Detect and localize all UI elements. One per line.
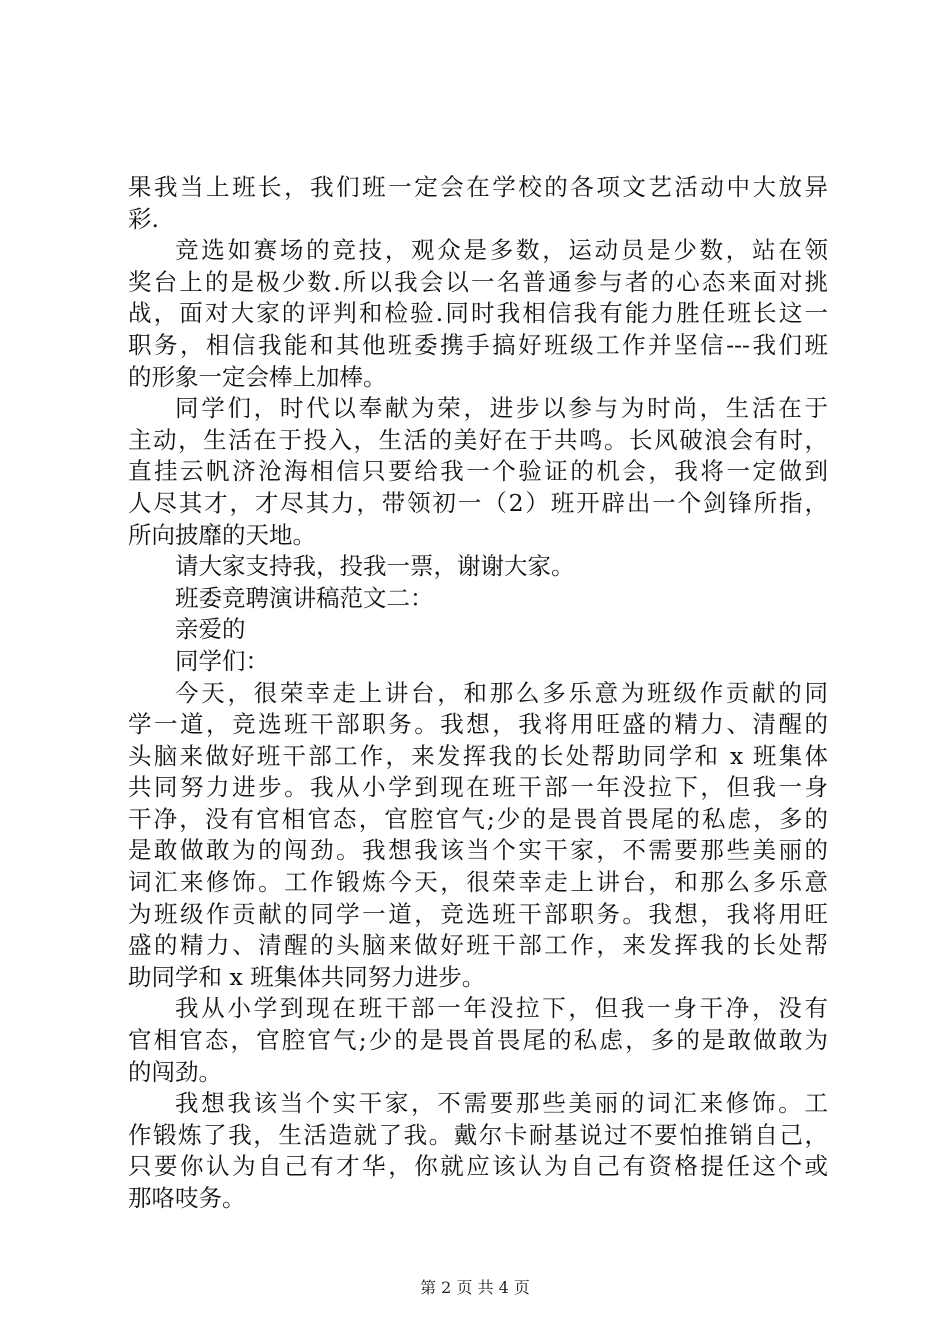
text-line: 助同学和 x 班集体共同努力进步。	[128, 962, 486, 991]
text-line: 那咯吱务。	[128, 1184, 246, 1212]
text-line: 奖台上的是极少数.所以我会以一名普通参与者的心态来面对挑	[128, 267, 828, 296]
text-line: 同学们，时代以奉献为荣，进步以参与为时尚，生活在于	[175, 394, 828, 423]
text-line: 的闯劲。	[128, 1057, 222, 1086]
page-number-footer: 第 2 页 共 4 页	[420, 1278, 530, 1297]
text-line: 官相官态，官腔官气;少的是畏首畏尾的私虑，多的是敢做敢为	[128, 1026, 828, 1055]
text-line: 所向披靡的天地。	[128, 520, 316, 549]
text-line: 的形象一定会棒上加棒。	[128, 362, 387, 391]
text-line: 班委竞聘演讲稿范文二：	[175, 583, 434, 612]
text-line: 彩.	[128, 204, 159, 233]
text-line: 为班级作贡献的同学一道，竞选班干部职务。我想，我将用旺	[128, 899, 828, 928]
text-line: 头脑来做好班干部工作，来发挥我的长处帮助同学和 x 班集体	[128, 741, 828, 770]
text-line: 学一道，竞选班干部职务。我想，我将用旺盛的精力、清醒的	[128, 710, 828, 739]
text-line: 共同努力进步。我从小学到现在班干部一年没拉下，但我一身	[128, 773, 828, 802]
text-line: 只要你认为自己有才华，你就应该认为自己有资格提任这个或	[128, 1152, 828, 1181]
text-line: 今天，很荣幸走上讲台，和那么多乐意为班级作贡献的同	[175, 678, 828, 707]
text-line: 请大家支持我，投我一票，谢谢大家。	[175, 552, 575, 581]
text-line: 盛的精力、清醒的头脑来做好班干部工作，来发挥我的长处帮	[128, 931, 828, 960]
text-line: 竞选如赛场的竞技，观众是多数，运动员是少数，站在领	[175, 236, 828, 265]
text-line: 干净，没有官相官态，官腔官气;少的是畏首畏尾的私虑，多的	[128, 804, 828, 833]
text-line: 同学们：	[175, 646, 269, 675]
text-line: 果我当上班长，我们班一定会在学校的各项文艺活动中大放异	[128, 173, 828, 201]
text-line: 主动，生活在于投入，生活的美好在于共鸣。长风破浪会有时，	[128, 425, 828, 454]
text-line: 职务，相信我能和其他班委携手搞好班级工作并坚信---我们班	[128, 330, 828, 359]
text-line: 战，面对大家的评判和检验.同时我相信我有能力胜任班长这一	[128, 299, 828, 328]
document-body	[128, 172, 828, 1215]
text-line: 我想我该当个实干家，不需要那些美丽的词汇来修饰。工	[175, 1089, 828, 1118]
text-line: 亲爱的	[175, 615, 246, 644]
text-line: 词汇来修饰。工作锻炼今天，很荣幸走上讲台，和那么多乐意	[128, 868, 828, 897]
text-line: 是敢做敢为的闯劲。我想我该当个实干家，不需要那些美丽的	[128, 836, 828, 865]
text-line: 我从小学到现在班干部一年没拉下，但我一身干净，没有	[175, 994, 828, 1023]
text-line: 人尽其才，才尽其力，带领初一（2）班开辟出一个剑锋所指，	[128, 488, 828, 517]
text-line: 直挂云帆济沧海相信只要给我一个验证的机会，我将一定做到	[128, 457, 828, 486]
text-line: 作锻炼了我，生活造就了我。戴尔卡耐基说过不要怕推销自己，	[128, 1120, 828, 1149]
